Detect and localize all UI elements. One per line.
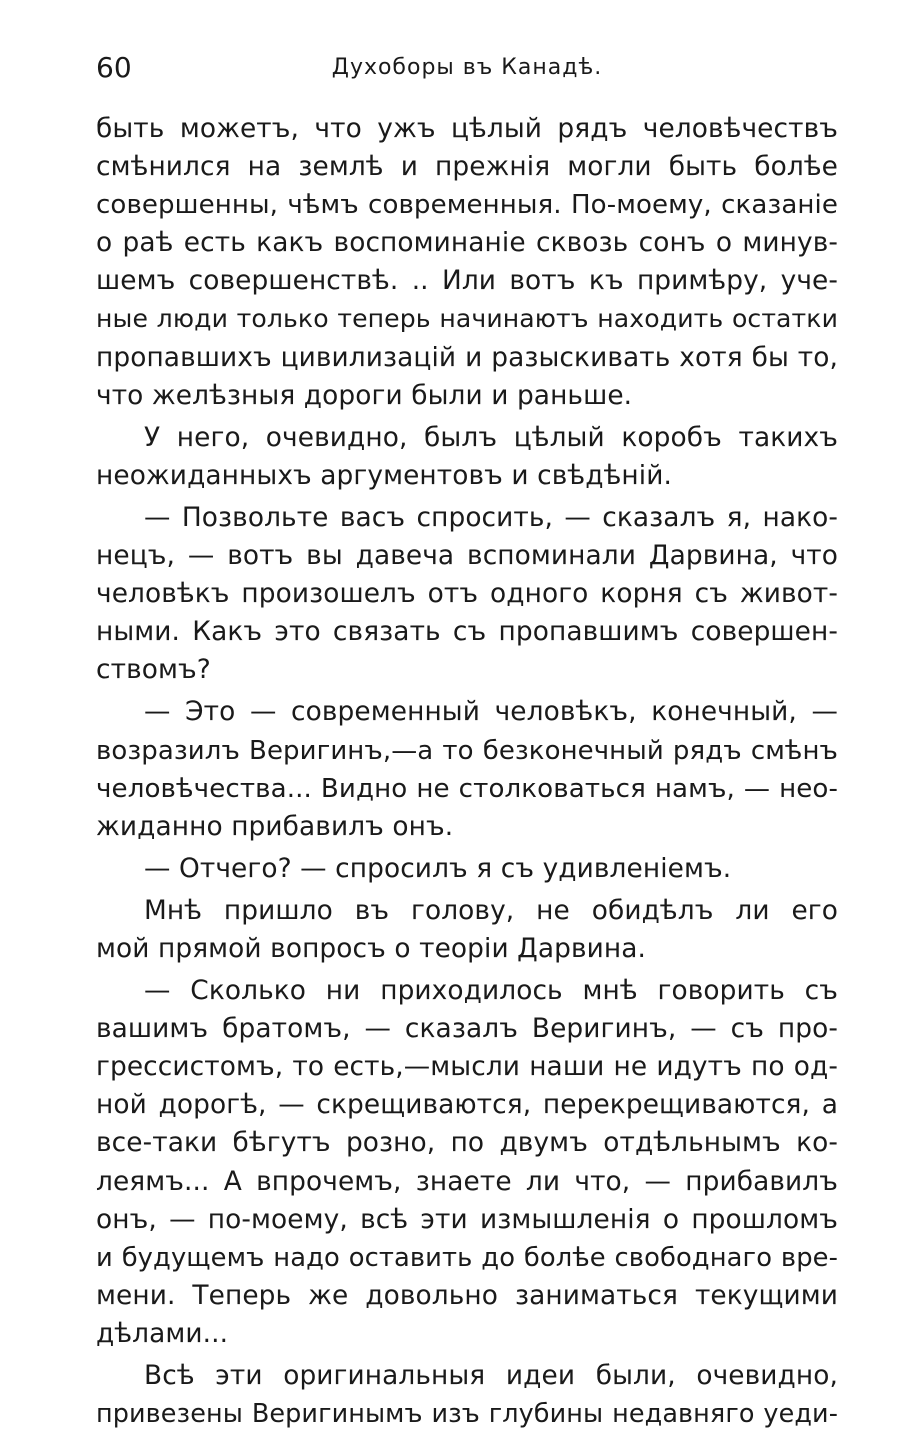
text-line: — Это — современный человѣкъ, конечный, — <box>144 696 838 728</box>
text-line: онъ, — по-моему, всѣ эти измышленія о прошломъ <box>96 1203 838 1235</box>
text-line: жиданно прибавилъ онъ. <box>96 810 454 842</box>
text-line: ной дорогѣ, — скрещиваются, перекрещиваются, а <box>96 1089 838 1121</box>
text-line: человѣчества... Видно не столковаться намъ, — нео- <box>96 773 838 804</box>
text-line: и будущемъ надо оставить до болѣе свободнаго вре- <box>96 1242 838 1273</box>
text-line: смѣнился на землѣ и прежнія могли быть болѣе <box>96 151 838 183</box>
text-line: возразилъ Веригинъ,—а то безконечный рядъ смѣнъ <box>96 735 838 766</box>
text-line: о раѣ есть какъ воспоминаніе сквозь сонъ о минув- <box>96 227 838 259</box>
text-line: все-таки бѣгутъ розно, по двумъ отдѣльнымъ ко- <box>96 1127 838 1159</box>
text-line: неожиданныхъ аргументовъ и свѣдѣній. <box>96 459 672 491</box>
text-line: ствомъ? <box>96 654 211 686</box>
text-line: ные люди только теперь начинаютъ находить остатки <box>96 304 838 334</box>
text-line: совершенны, чѣмъ современныя. По-моему, сказаніе <box>96 190 838 221</box>
text-line: нецъ, — вотъ вы давеча вспоминали Дарвина, что <box>96 540 838 572</box>
text-line: мой прямой вопросъ о теоріи Дарвина. <box>96 932 647 964</box>
text-line: шемъ совершенствѣ. .. Или вотъ къ примѣру, уче- <box>96 265 838 297</box>
text-line: что желѣзныя дороги были и раньше. <box>96 379 633 411</box>
text-line: Всѣ эти оригинальныя идеи были, очевидно, <box>144 1360 838 1391</box>
text-line: привезены Веригинымъ изъ глубины недавняго уеди- <box>96 1399 838 1430</box>
page-header <box>96 50 838 86</box>
text-line: пропавшихъ цивилизацій и разыскивать хотя бы то, <box>96 341 838 373</box>
text-line: дѣлами... <box>96 1317 229 1349</box>
text-line: ными. Какъ это связать съ пропавшимъ совершен- <box>96 616 838 648</box>
text-line: мени. Теперь же довольно заниматься текущими <box>96 1279 838 1311</box>
running-title: Духоборы въ Канадѣ. <box>331 55 603 80</box>
text-line: — Сколько ни приходилось мнѣ говорить съ <box>144 975 838 1007</box>
text-line: грессистомъ, то есть,—мысли наши не идутъ по од- <box>96 1051 838 1083</box>
text-line: — Позвольте васъ спросить, — сказалъ я, нако- <box>144 501 838 533</box>
text-line: человѣкъ произошелъ отъ одного корня съ живот- <box>96 578 838 610</box>
text-line: быть можетъ, что ужъ цѣлый рядъ человѣчествъ <box>96 113 838 144</box>
text-line: леямъ... А впрочемъ, знаете ли что, — прибавилъ <box>96 1165 838 1197</box>
text-line: Мнѣ пришло въ голову, не обидѣлъ ли его <box>144 894 838 926</box>
text-line: вашимъ братомъ, — сказалъ Веригинъ, — съ про- <box>96 1013 838 1045</box>
text-line: У него, очевидно, былъ цѣлый коробъ такихъ <box>144 421 838 453</box>
body-text <box>96 110 838 1433</box>
text-line: — Отчего? — спросилъ я съ удивленіемъ. <box>144 852 732 884</box>
page-number: 60 <box>96 51 132 84</box>
